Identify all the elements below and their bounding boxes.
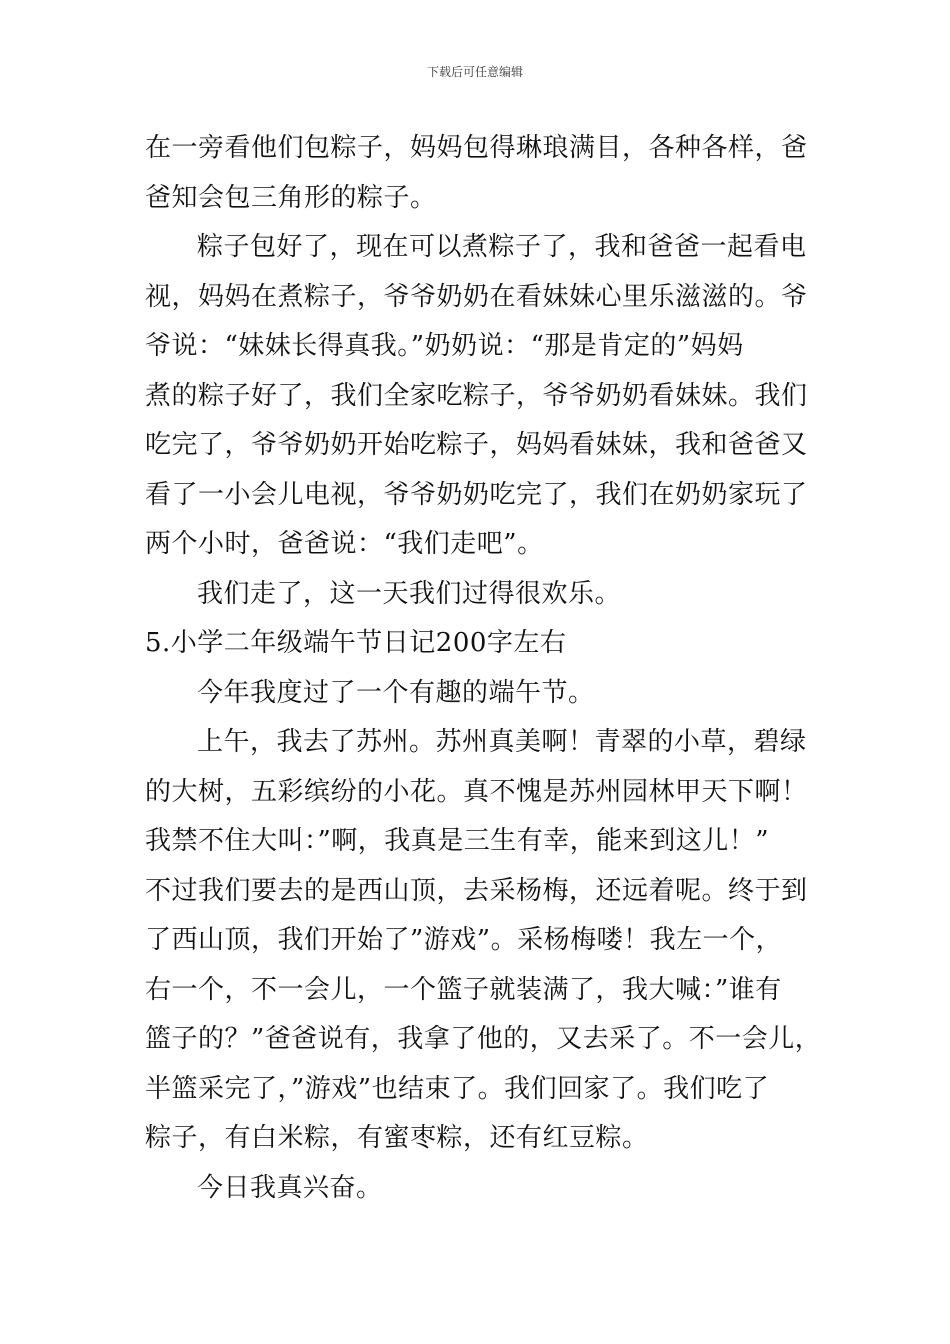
text-line: 吃完了，爷爷奶奶开始吃粽子，妈妈看妹妹，我和爸爸又 bbox=[145, 430, 808, 460]
text-line: 看了一小会儿电视，爷爷奶奶吃完了，我们在奶奶家玩了 bbox=[145, 479, 808, 510]
text-line: 半篮采完了，”游戏”也结束了。我们回家了。我们吃了 bbox=[145, 1073, 770, 1104]
text-line: 我们走了，这一天我们过得很欢乐。 bbox=[197, 578, 622, 609]
text-line: 今年我度过了一个有趣的端午节。 bbox=[197, 677, 595, 708]
text-line: 煮的粽子好了，我们全家吃粽子，爷爷奶奶看妹妹。我们 bbox=[145, 380, 808, 411]
text-line: 右一个，不一会儿，一个篮子就装满了，我大喊：”谁有 bbox=[145, 974, 782, 1005]
text-line: 爸知会包三角形的粽子。 bbox=[145, 182, 437, 213]
page-header: 下载后可任意编辑 bbox=[426, 65, 523, 79]
text-line: 在一旁看他们包粽子，妈妈包得琳琅满目，各种各样，爸 bbox=[145, 133, 808, 163]
text-line: 今日我真兴奋。 bbox=[197, 1172, 383, 1203]
text-line: 上午，我去了苏州。苏州真美啊！青翠的小草，碧绿 bbox=[197, 727, 807, 757]
document-body bbox=[145, 124, 835, 1213]
text-line: 不过我们要去的是西山顶，去采杨梅，还远着呢。终于到 bbox=[145, 875, 808, 906]
text-line: 篮子的？”爸爸说有，我拿了他的，又去采了。不一会儿， bbox=[145, 1024, 822, 1054]
text-line: 视，妈妈在煮粽子，爷爷奶奶在看妹妹心里乐滋滋的。爷 bbox=[145, 281, 808, 312]
text-line: 粽子，有白米粽，有蜜枣粽，还有红豆粽。 bbox=[145, 1123, 649, 1153]
text-line: 我禁不住大叫：”啊，我真是三生有幸，能来到这儿！” bbox=[145, 826, 770, 856]
text-line: 粽子包好了，现在可以煮粽子了，我和爸爸一起看电 bbox=[197, 232, 807, 262]
text-line: 了西山顶，我们开始了”游戏”。采杨梅喽！我左一个， bbox=[145, 925, 783, 955]
text-line: 爷说：“妹妹长得真我。”奶奶说：“那是肯定的”妈妈 bbox=[145, 331, 744, 361]
text-line: 5.小学二年级端午节日记200字左右 bbox=[145, 628, 567, 658]
text-line: 两个小时，爸爸说：“我们走吧”。 bbox=[145, 529, 544, 559]
text-line: 的大树，五彩缤纷的小花。真不愧是苏州园林甲天下啊！ bbox=[145, 776, 808, 807]
